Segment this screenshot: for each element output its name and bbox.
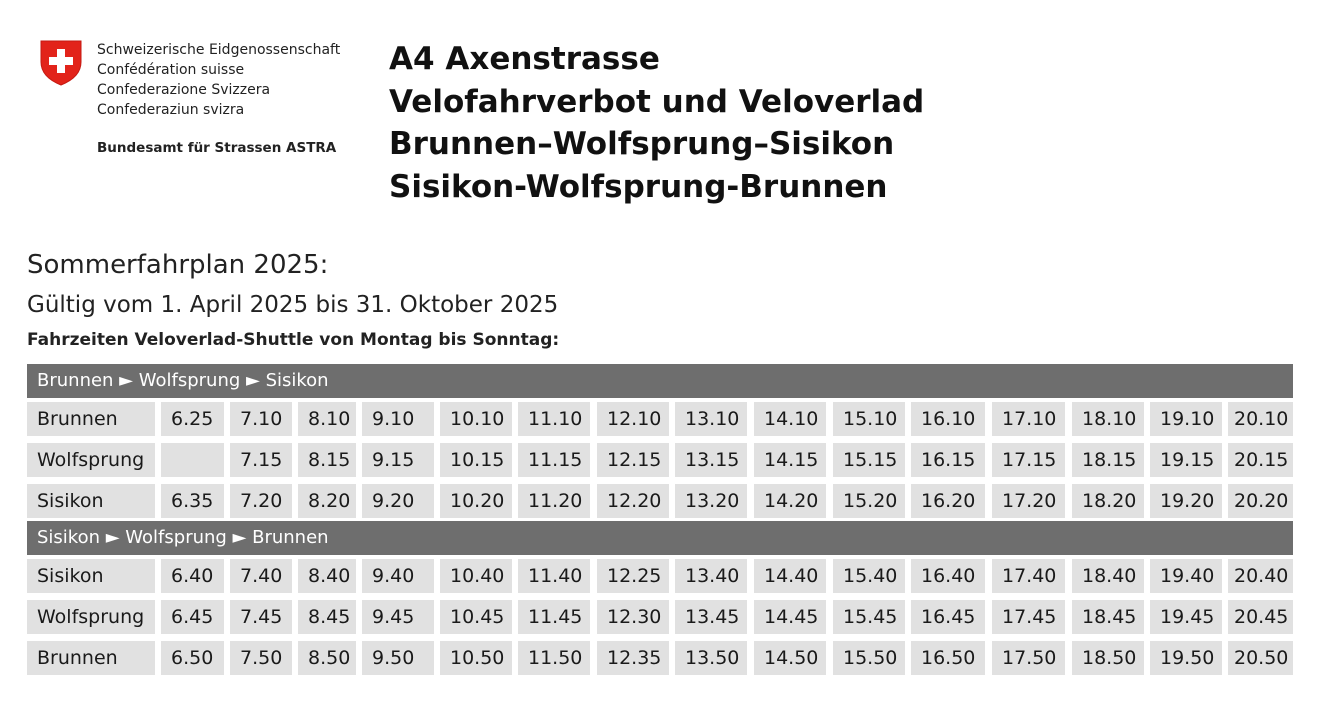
departure-time-cell: 15.40 bbox=[833, 559, 905, 593]
departure-time-cell: 8.50 bbox=[298, 641, 356, 675]
stop-name-cell: Sisikon bbox=[27, 559, 155, 593]
departure-time-cell: 14.50 bbox=[754, 641, 826, 675]
departure-time-cell: 16.50 bbox=[911, 641, 985, 675]
departure-time-cell: 17.45 bbox=[992, 600, 1065, 634]
departure-time-cell: 18.45 bbox=[1072, 600, 1144, 634]
departure-time-cell: 16.15 bbox=[911, 443, 985, 477]
departure-time-cell: 13.20 bbox=[675, 484, 747, 518]
departure-time-cell: 17.10 bbox=[992, 402, 1065, 436]
office-name: Bundesamt für Strassen ASTRA bbox=[97, 140, 337, 156]
departure-time-cell: 7.15 bbox=[230, 443, 292, 477]
departure-time-cell: 13.15 bbox=[675, 443, 747, 477]
departure-time-cell: 12.10 bbox=[597, 402, 669, 436]
departure-time-cell: 16.45 bbox=[911, 600, 985, 634]
departure-time-cell: 18.20 bbox=[1072, 484, 1144, 518]
departure-time-cell: 17.40 bbox=[992, 559, 1065, 593]
timetable bbox=[27, 364, 1293, 678]
departure-time-cell: 8.40 bbox=[298, 559, 356, 593]
departure-time-cell: 12.25 bbox=[597, 559, 669, 593]
direction-header: Sisikon ► Wolfsprung ► Brunnen bbox=[27, 521, 1293, 555]
departure-time-cell: 12.30 bbox=[597, 600, 669, 634]
departure-time-cell: 9.40 bbox=[362, 559, 434, 593]
departure-time-cell: 7.10 bbox=[230, 402, 292, 436]
direction-header: Brunnen ► Wolfsprung ► Sisikon bbox=[27, 364, 1293, 398]
departure-time-cell: 19.20 bbox=[1150, 484, 1222, 518]
departure-time-cell: 18.50 bbox=[1072, 641, 1144, 675]
table-row bbox=[27, 480, 1293, 521]
table-row bbox=[27, 596, 1293, 637]
stop-name-cell: Brunnen bbox=[27, 641, 155, 675]
departure-time-cell: 13.45 bbox=[675, 600, 747, 634]
departure-time-cell bbox=[161, 443, 224, 477]
departure-time-cell: 15.15 bbox=[833, 443, 905, 477]
departure-time-cell: 20.20 bbox=[1228, 484, 1293, 518]
departure-time-cell: 15.50 bbox=[833, 641, 905, 675]
departure-time-cell: 19.45 bbox=[1150, 600, 1222, 634]
departure-time-cell: 9.15 bbox=[362, 443, 434, 477]
departure-time-cell: 14.20 bbox=[754, 484, 826, 518]
departure-time-cell: 18.15 bbox=[1072, 443, 1144, 477]
departure-time-cell: 10.40 bbox=[440, 559, 512, 593]
departure-time-cell: 20.45 bbox=[1228, 600, 1293, 634]
departure-time-cell: 11.15 bbox=[518, 443, 590, 477]
departure-time-cell: 12.35 bbox=[597, 641, 669, 675]
departure-time-cell: 17.50 bbox=[992, 641, 1065, 675]
departure-time-cell: 14.40 bbox=[754, 559, 826, 593]
departure-time-cell: 13.10 bbox=[675, 402, 747, 436]
departure-time-cell: 7.45 bbox=[230, 600, 292, 634]
departure-time-cell: 6.40 bbox=[161, 559, 224, 593]
departure-time-cell: 9.45 bbox=[362, 600, 434, 634]
departure-time-cell: 6.50 bbox=[161, 641, 224, 675]
departure-time-cell: 9.10 bbox=[362, 402, 434, 436]
departure-time-cell: 20.10 bbox=[1228, 402, 1293, 436]
departure-time-cell: 19.15 bbox=[1150, 443, 1222, 477]
departure-time-cell: 10.50 bbox=[440, 641, 512, 675]
departure-time-cell: 13.50 bbox=[675, 641, 747, 675]
departure-time-cell: 19.40 bbox=[1150, 559, 1222, 593]
departure-time-cell: 7.40 bbox=[230, 559, 292, 593]
stop-name-cell: Wolfsprung bbox=[27, 600, 155, 634]
departure-time-cell: 20.15 bbox=[1228, 443, 1293, 477]
departure-time-cell: 16.20 bbox=[911, 484, 985, 518]
departure-time-cell: 8.10 bbox=[298, 402, 356, 436]
table-row bbox=[27, 555, 1293, 596]
departure-time-cell: 11.20 bbox=[518, 484, 590, 518]
stop-name-cell: Wolfsprung bbox=[27, 443, 155, 477]
agency-name-block bbox=[97, 40, 340, 120]
departure-time-cell: 7.50 bbox=[230, 641, 292, 675]
agency-name-rm: Confederaziun svizra bbox=[97, 102, 245, 118]
title-line: Velofahrverbot und Veloverlad bbox=[389, 83, 925, 120]
departure-time-cell: 14.10 bbox=[754, 402, 826, 436]
departure-time-cell: 15.45 bbox=[833, 600, 905, 634]
departure-time-cell: 9.50 bbox=[362, 641, 434, 675]
departure-time-cell: 10.10 bbox=[440, 402, 512, 436]
departure-time-cell: 17.20 bbox=[992, 484, 1065, 518]
departure-time-cell: 11.50 bbox=[518, 641, 590, 675]
departure-time-cell: 15.20 bbox=[833, 484, 905, 518]
agency-name-fr: Confédération suisse bbox=[97, 62, 245, 78]
departure-time-cell: 11.10 bbox=[518, 402, 590, 436]
departure-time-cell: 20.50 bbox=[1228, 641, 1293, 675]
departure-time-cell: 16.40 bbox=[911, 559, 985, 593]
stop-name-cell: Sisikon bbox=[27, 484, 155, 518]
departure-time-cell: 20.40 bbox=[1228, 559, 1293, 593]
departure-time-cell: 14.45 bbox=[754, 600, 826, 634]
departure-time-cell: 10.45 bbox=[440, 600, 512, 634]
departure-time-cell: 18.40 bbox=[1072, 559, 1144, 593]
departure-time-cell: 15.10 bbox=[833, 402, 905, 436]
departure-time-cell: 14.15 bbox=[754, 443, 826, 477]
departure-time-cell: 12.20 bbox=[597, 484, 669, 518]
schedule-subtitle: Fahrzeiten Veloverlad-Shuttle von Montag bis Sonntag: bbox=[27, 330, 560, 350]
departure-time-cell: 11.45 bbox=[518, 600, 590, 634]
departure-time-cell: 18.10 bbox=[1072, 402, 1144, 436]
departure-time-cell: 6.45 bbox=[161, 600, 224, 634]
departure-time-cell: 13.40 bbox=[675, 559, 747, 593]
departure-time-cell: 6.25 bbox=[161, 402, 224, 436]
validity-period: Gültig vom 1. April 2025 bis 31. Oktober 2025 bbox=[27, 292, 559, 318]
departure-time-cell: 11.40 bbox=[518, 559, 590, 593]
agency-name-it: Confederazione Svizzera bbox=[97, 82, 271, 98]
title-line: Brunnen–Wolfsprung–Sisikon bbox=[389, 126, 895, 162]
departure-time-cell: 19.10 bbox=[1150, 402, 1222, 436]
swiss-coat-of-arms-logo bbox=[40, 40, 82, 86]
departure-time-cell: 17.15 bbox=[992, 443, 1065, 477]
departure-time-cell: 9.20 bbox=[362, 484, 434, 518]
departure-time-cell: 19.50 bbox=[1150, 641, 1222, 675]
document-title bbox=[389, 38, 924, 208]
departure-time-cell: 12.15 bbox=[597, 443, 669, 477]
departure-time-cell: 16.10 bbox=[911, 402, 985, 436]
table-row bbox=[27, 637, 1293, 678]
title-line: A4 Axenstrasse bbox=[389, 41, 660, 77]
table-row bbox=[27, 439, 1293, 480]
stop-name-cell: Brunnen bbox=[27, 402, 155, 436]
schedule-title: Sommerfahrplan 2025: bbox=[27, 250, 329, 280]
departure-time-cell: 8.15 bbox=[298, 443, 356, 477]
departure-time-cell: 10.15 bbox=[440, 443, 512, 477]
departure-time-cell: 7.20 bbox=[230, 484, 292, 518]
departure-time-cell: 8.20 bbox=[298, 484, 356, 518]
departure-time-cell: 10.20 bbox=[440, 484, 512, 518]
agency-name-de: Schweizerische Eidgenossenschaft bbox=[97, 42, 341, 58]
departure-time-cell: 6.35 bbox=[161, 484, 224, 518]
departure-time-cell: 8.45 bbox=[298, 600, 356, 634]
title-line: Sisikon-Wolfsprung-Brunnen bbox=[389, 168, 888, 205]
table-row bbox=[27, 398, 1293, 439]
